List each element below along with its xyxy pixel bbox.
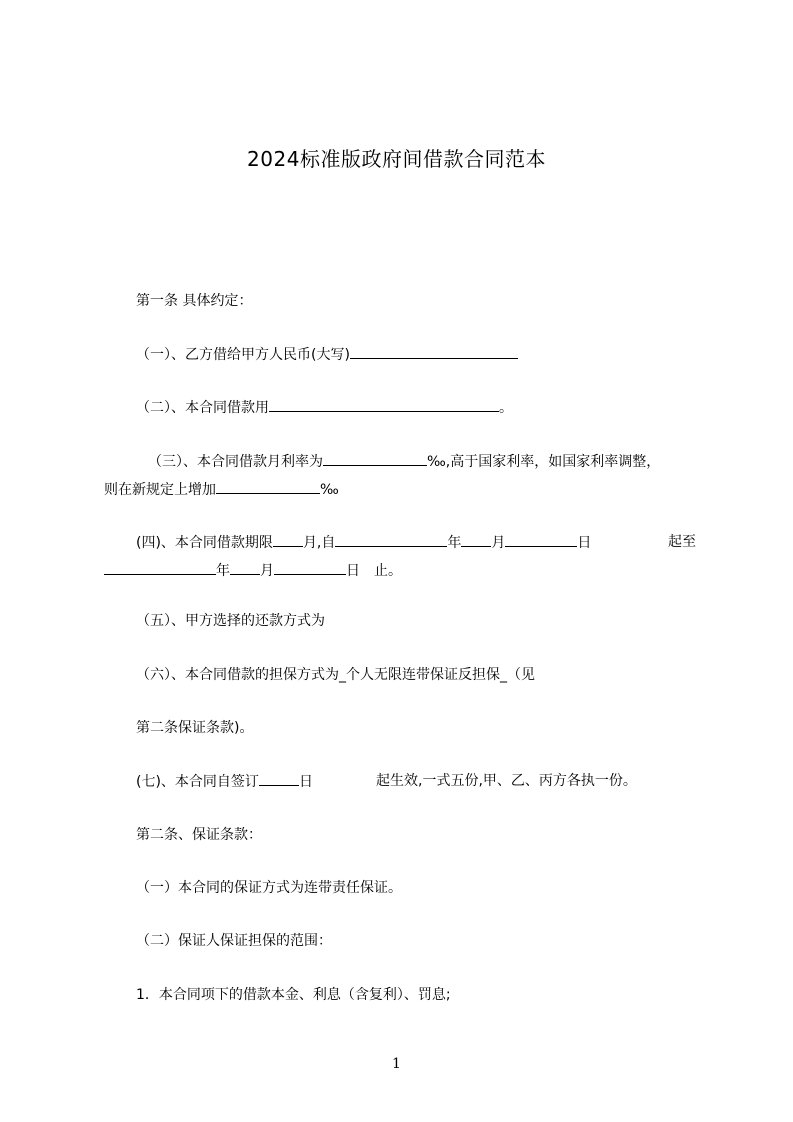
blank-end-year	[104, 560, 216, 575]
clause-1-4-d: 月	[491, 535, 506, 551]
blank-amount-field	[350, 344, 518, 359]
article2-heading: 第二条、保证条款：	[136, 827, 262, 843]
clause-1-3-line2-text: 则在新规定上增加	[104, 482, 216, 498]
document-title: 2024标准版政府间借款合同范本	[247, 147, 546, 171]
blank-end-month	[230, 560, 260, 575]
blank-start-month	[461, 532, 491, 547]
clause-2-2-point-1: 1．本合同项下的借款本金、利息（含复利）、罚息;	[136, 987, 451, 1003]
clause-1-4-i: 日	[346, 563, 360, 579]
clause-1-4-j: 止。	[374, 563, 402, 579]
clause-1-7-a: (七)、本合同自签订	[136, 774, 259, 790]
clause-1-7-c: 起生效,一式五份,甲、乙、丙方各执一份。	[376, 773, 637, 789]
clause-1-4-e: 日	[577, 535, 592, 551]
blank-end-day	[274, 560, 346, 575]
clause-1-4-line2	[104, 560, 402, 581]
blank-purpose-field	[269, 397, 499, 412]
clause-1-4-h: 月	[260, 563, 274, 579]
clause-1-1	[136, 344, 518, 365]
clause-1-6-cont: 第二条保证条款)。	[136, 720, 254, 736]
clause-1-3-mid: ‰,高于国家利率，如国家利率调整，	[427, 454, 661, 470]
clause-1-3-end: ‰	[320, 482, 339, 498]
clause-1-7-b: 日	[298, 774, 313, 790]
clause-1-3	[148, 451, 660, 472]
page-number: 1	[392, 1056, 401, 1072]
clause-1-4	[136, 532, 591, 553]
blank-term-months	[273, 532, 303, 547]
blank-rate-increase-field	[216, 479, 320, 494]
clause-1-4-f: 起至	[668, 534, 696, 550]
article1-heading: 第一条 具体约定：	[136, 293, 253, 309]
clause-1-2	[136, 397, 513, 418]
blank-effective-days	[259, 771, 299, 786]
clause-1-6: （六）、本合同借款的担保方式为_个人无限连带保证反担保_（见	[136, 667, 535, 683]
blank-start-year	[335, 532, 447, 547]
clause-1-3-text: （三）、本合同借款月利率为	[148, 454, 323, 470]
clause-1-1-text: （一）、乙方借给甲方人民币(大写)	[136, 347, 350, 363]
clause-1-5: （五）、甲方选择的还款方式为	[136, 613, 325, 629]
clause-1-4-a: (四)、本合同借款期限	[136, 535, 273, 551]
blank-rate-field	[323, 451, 427, 466]
blank-start-day	[505, 532, 577, 547]
clause-1-2-text: （二）、本合同借款用	[136, 400, 269, 416]
clause-2-2: （二）保证人保证担保的范围：	[136, 933, 332, 949]
clause-1-7	[136, 771, 313, 792]
clause-1-3-line2	[104, 479, 339, 500]
clause-1-2-end: 。	[499, 400, 513, 416]
clause-1-4-g: 年	[216, 563, 230, 579]
clause-1-4-b: 月,自	[302, 535, 336, 551]
clause-2-1: （一）本合同的保证方式为连带责任保证。	[136, 880, 402, 896]
clause-1-4-c: 年	[447, 535, 462, 551]
